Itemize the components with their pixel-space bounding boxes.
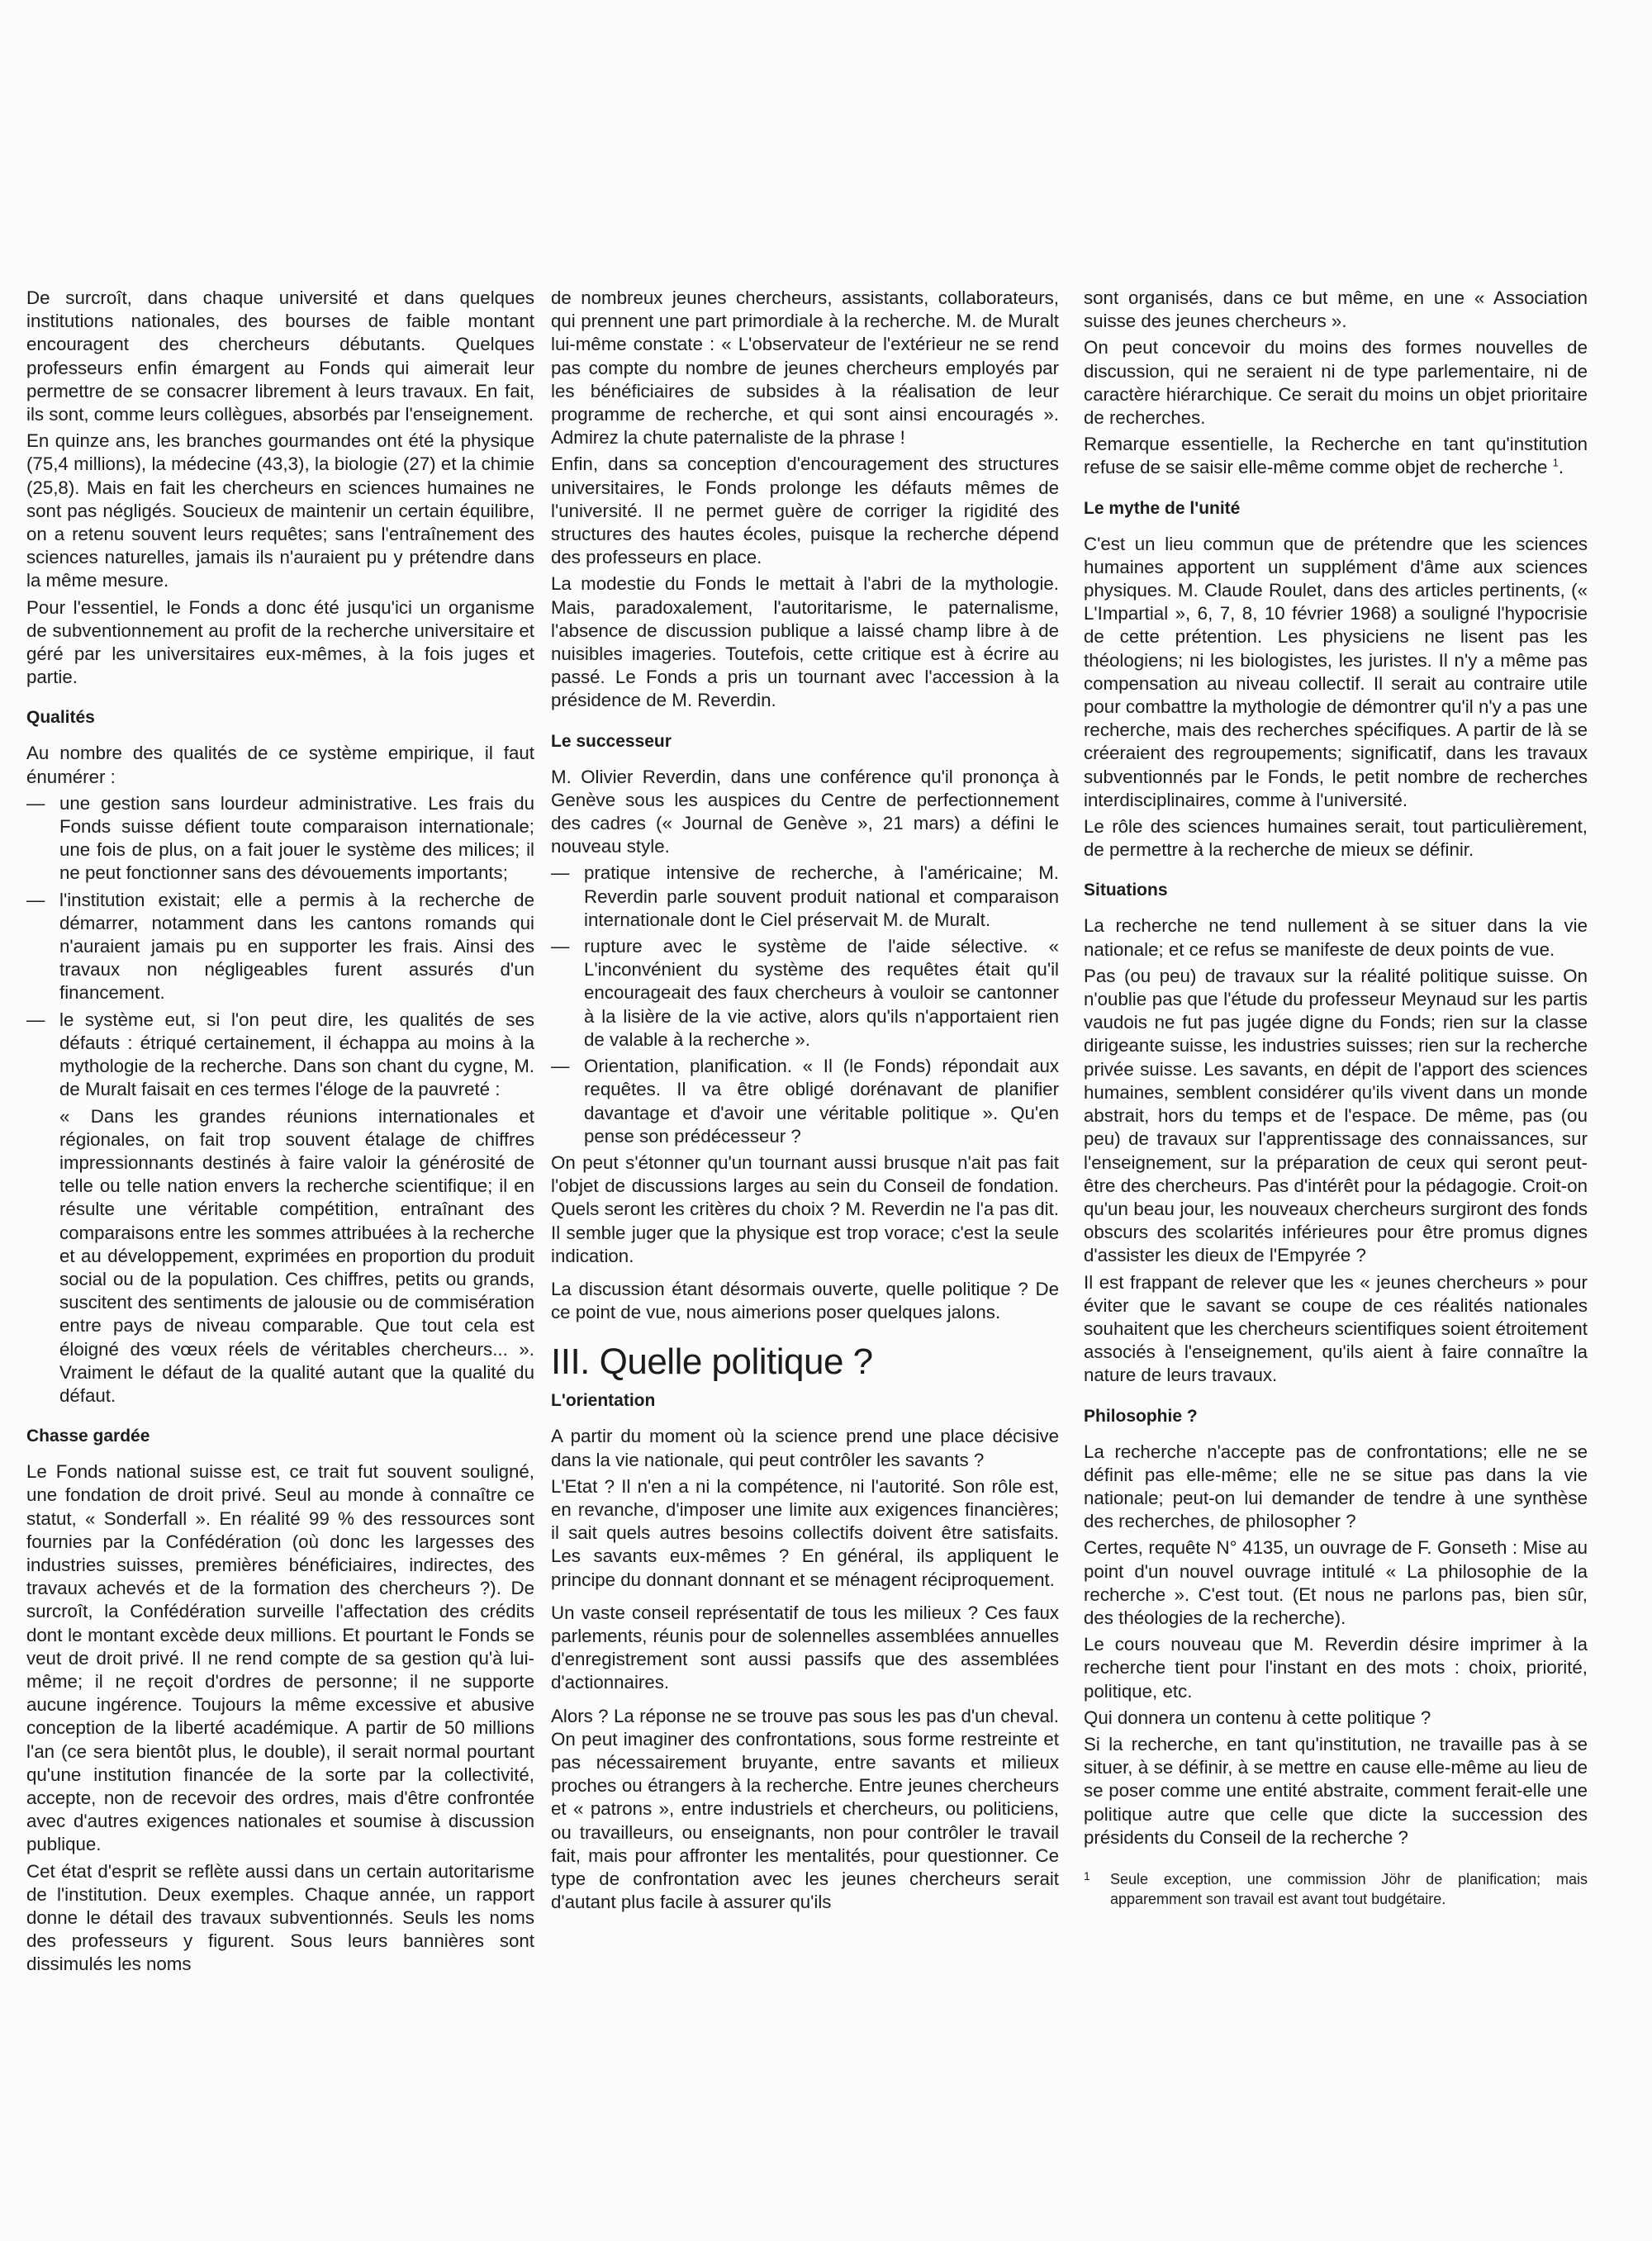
section-heading-situations: Situations [1084,881,1168,900]
paragraph: M. Olivier Reverdin, dans une conférence qu'il prononça à Genève sous les auspices du Centre de perfectionnement des cadres (« Journal de Genève », 21 mars) a défini le nouveau style. [551,766,1059,857]
paragraph: Le Fonds national suisse est, ce trait fut souvent souligné, une fondation de droit privé. Seul au monde à connaître ce statut, « Sonderfall ». En réalité 99 % des ressources sont fournies par la Confédération (où donc les largesses des industries suisses, premières bénéficiaires, indirectes, des travaux achevés et de la formation des chercheurs ?). De surcroît, la Confédération surveille l'affectation des crédits dont le montant excède deux millions. Et pourtant le Fonds se veut de droit privé. Il ne rend compte de sa gestion qu'à lui-même; il ne reçoit d'ordres de personne; il ne supporte aucune ingérence. Toujours la même excessive et abusive conception de la liberté académique. A partir de 50 millions l'an (ce sera bientôt plus, le double), il serait normal pourtant qu'une institution financée de la sorte par la collectivité, accepte, non de recevoir des ordres, mais d'être confrontée avec d'autres exigences nationales et soumise à discussion publique. [26,1461,534,1855]
paragraph: Qui donnera un contenu à cette politique ? [1084,1707,1431,1728]
paragraph-text: Remarque essentielle, la Recherche en tant qu'institution refuse de se saisir elle-même comme objet de recherche [1084,434,1588,478]
section-heading-successeur: Le successeur [551,731,672,751]
paragraph: On peut concevoir du moins des formes nouvelles de discussion, qui ne seraient ni de type parlementaire, ni de caractère hiérarchique. Ce serait du moins un objet prioritaire de recherches. [1084,337,1588,429]
paragraph: L'Etat ? Il n'en a ni la compétence, ni l'autorité. Son rôle est, en revanche, d'imposer une limite aux exigences financières; il sait quels autres besoins collectifs doivent être satisfaits. Les savants eux-mêmes ? En général, ils appliquent le principe du donnant donnant et se ménagent réciproquement. [551,1475,1059,1590]
list-item: — une gestion sans lourdeur administrative. Les frais du Fonds suisse défient toute comparaison internationale; une fois de plus, on a fait jouer le système des milices; il ne peut fonctionner sans des dévouements importants; [26,792,534,885]
section-heading-mythe: Le mythe de l'unité [1084,498,1241,518]
list-item: — rupture avec le système de l'aide sélective. « L'inconvénient du système des requêtes était qu'il encourageait des faux chercheurs à vouloir se cantonner à la lisière de la vie active, alors qu'ils n'apportaient rien de valable à la recherche ». [551,935,1059,1052]
paragraph: La discussion étant désormais ouverte, quelle politique ? De ce point de vue, nous aimerions poser quelques jalons. [551,1278,1059,1323]
paragraph: Pour l'essentiel, le Fonds a donc été jusqu'ici un organisme de subventionnement au profit de la recherche universitaire et géré par les universitaires eux-mêmes, à la fois juges et partie. [26,596,534,688]
footnote-text: Seule exception, une commission Jöhr de planification; mais apparemment son travail est avant tout budgétaire. [1110,1870,1588,1907]
column-3 [1084,287,1588,1909]
footnote-mark: 1 [1084,1868,1090,1883]
paragraph: Certes, requête N° 4135, un ouvrage de F. Gonseth : Mise au point d'un nouvel ouvrage intitulé « La philosophie de la recherche ». C'est tout. (Et nous ne parlons pas, bien sûr, des théologies de la recherche). [1084,1537,1588,1628]
paragraph: La modestie du Fonds le mettait à l'abri de la mythologie. Mais, paradoxalement, l'autoritarisme, le paternalisme, l'absence de discussion publique a laissé champ libre à de nuisibles imageries. Toutefois, cette critique est à écrire au passé. Le Fonds a pris un tournant avec l'accession à la présidence de M. Reverdin. [551,573,1059,711]
list-item: — l'institution existait; elle a permis à la recherche de démarrer, notamment dans les cantons romands qui n'auraient jamais pu en supporter les frais. Ainsi des travaux non négligeables furent assurés d'un financement. [26,889,534,1005]
paragraph: Le rôle des sciences humaines serait, tout particulièrement, de permettre à la recherche de mieux se définir. [1084,816,1588,861]
footnote-ref: 1 [1552,457,1559,469]
paragraph: Enfin, dans sa conception d'encouragement des structures universitaires, le Fonds prolonge les défauts mêmes de l'université. Il ne permet guère de corriger la rigidité des structures des hautes écoles, puisque la recherche dépend des professeurs en place. [551,453,1059,568]
paragraph: On peut s'étonner qu'un tournant aussi brusque n'ait pas fait l'objet de discussions larges au sein du Conseil de fondation. Quels seront les critères du choix ? M. Reverdin ne l'a pas dit. Il semble juger que la physique est trop vorace; c'est la seule indication. [551,1151,1059,1266]
paragraph: La recherche n'accepte pas de confrontations; elle ne se définit pas elle-même; elle ne se situe pas dans la vie nationale; peut-on lui demander de tendre à une synthèse des recherches, de philosopher ? [1084,1441,1588,1532]
paragraph: En quinze ans, les branches gourmandes ont été la physique (75,4 millions), la médecine (43,3), la biologie (27) et la chimie (25,8). Mais en fait les chercheurs en sciences humaines ne sont pas négligés. Soucieux de maintenir un certain équilibre, on a retenu souvent leurs requêtes; sans l'entraînement des sciences naturelles, jamais ils n'auraient pu y prétendre dans la même mesure. [26,430,534,591]
paragraph-end: . [1558,457,1564,478]
paragraph: Alors ? La réponse ne se trouve pas sous les pas d'un cheval. On peut imaginer des confrontations, sous forme restreinte et pas nécessairement bruyante, entre savants et milieux proches ou étrangers à la recherche. Entre jeunes chercheurs et « patrons », entre industriels et chercheurs, ou politiciens, ou travailleurs, ou enseignants, non pour contrôler le travail fait, mais pour affronter les mentalités, pour questionner. Ce type de confrontation avec les jeunes chercheurs serait d'autant plus facile à assurer qu'ils [551,1705,1059,1913]
paragraph: Cet état d'esprit se reflète aussi dans un certain autoritarisme de l'institution. Deux exemples. Chaque année, un rapport donne le détail des travaux subventionnés. Seuls les noms des professeurs y figurent. Sous leurs bannières sont dissimulés les noms [26,1860,534,1975]
list-item: — pratique intensive de recherche, à l'américaine; M. Reverdin parle souvent produit national et comparaison internationale dont le Ciel préservait M. de Muralt. [551,862,1059,932]
paragraph: Le cours nouveau que M. Reverdin désire imprimer à la recherche tient pour l'instant en des mots : choix, priorité, politique, etc. [1084,1634,1588,1702]
paragraph: De surcroît, dans chaque université et dans quelques institutions nationales, des bourses de faible montant encouragent des chercheurs débutants. Quelques professeurs enfin émargent au Fonds qui aimerait leur permettre de se consacrer librement à leurs travaux. En fait, ils sont, comme leurs collègues, absorbés par l'enseignement. [26,287,534,425]
paragraph: A partir du moment où la science prend une place décisive dans la vie nationale, qui peut contrôler les savants ? [551,1426,1059,1470]
paragraph: sont organisés, dans ce but même, en une « Association suisse des jeunes chercheurs ». [1084,287,1588,332]
paragraph: Pas (ou peu) de travaux sur la réalité politique suisse. On n'oublie pas que l'étude du professeur Meynaud sur les partis vaudois ne fut pas jugée digne du Fonds; rien sur la classe dirigeante suisse, les industries suisses; rien sur la recherche privée suisse. Les savants, en dépit de l'apport des sciences humaines, semblent considérer qu'ils vivent dans un monde abstrait, hors du temps et de l'espace. De même, pas (ou peu) de travaux sur l'apprentissage des connaissances, sur l'enseignement, sur la préparation de ceux qui seront peut-être des chercheurs. Pas d'intérêt pour la pédagogie. Croit-on qu'un beau jour, les nouveaux chercheurs surgiront des fonds obscurs des scolarités inférieures pour être promus dignes d'assister les dieux de l'Empyrée ? [1084,965,1588,1266]
paragraph: Si la recherche, en tant qu'institution, ne travaille pas à se situer, à se définir, à se mettre en cause elle-même au lieu de se poser comme une entité abstraite, comment ferait-elle une politique autre que celle que dicte la succession des présidents du Conseil de la recherche ? [1084,1733,1588,1848]
list-item: — Orientation, planification. « Il (le Fonds) répondait aux requêtes. Il va être obligé dorénavant de planifier davantage et d'avoir une véritable politique ». Qu'en pense son prédécesseur ? [551,1055,1059,1148]
paragraph: Il est frappant de relever que les « jeunes chercheurs » pour éviter que le savant se coupe de ces réalités nationales souhaitent que les chercheurs scientifiques soient étroitement associés à l'enseignement, qu'ils aient à faire connaître la nature de leurs travaux. [1084,1271,1588,1386]
section-heading-qualites: Qualités [26,708,95,728]
section-heading-orientation: L'orientation [551,1391,656,1411]
footnote [1084,1869,1588,1909]
paragraph: C'est un lieu commun que de prétendre que les sciences humaines apportent un supplément d'âme aux sciences physiques. M. Claude Roulet, dans des articles pertinents, (« L'Impartial », 6, 7, 8, 10 février 1968) a souligné l'hypocrisie de cette prétention. Les physiciens ne lisent pas les théologiens; ni les biologistes, les juristes. Il n'y a même pas compensation au niveau collectif. Il serait au contraire utile pour combattre la mythologie de démontrer qu'il n'y a pas une recherche, mais des recherches spécifiques. A partir de là se créeraient des regroupements; significatif, dans les travaux subventionnés par le Fonds, le petit nombre de recherches interdisciplinaires, comme à l'université. [1084,533,1588,810]
paragraph [1084,433,1588,479]
paragraph: Un vaste conseil représentatif de tous les milieux ? Ces faux parlements, réunis pour de solennelles assemblées annuelles d'enregistrement sont aussi passifs que des assemblées d'actionnaires. [551,1602,1059,1693]
list-item: — le système eut, si l'on peut dire, les qualités de ses défauts : étriqué certainement, il échappa au moins à la mythologie de la recherche. Dans son chant du cygne, M. de Muralt faisait en ces termes l'éloge de la pauvreté : [26,1009,534,1102]
chapter-heading: III. Quelle politique ? [551,1341,873,1383]
section-heading-chasse-gardee: Chasse gardée [26,1427,150,1446]
paragraph: La recherche ne tend nullement à se situer dans la vie nationale; et ce refus se manifeste de deux points de vue. [1084,915,1588,960]
paragraph: Au nombre des qualités de ce système empirique, il faut énumérer : [26,743,534,787]
section-heading-philosophie: Philosophie ? [1084,1406,1198,1426]
paragraph: de nombreux jeunes chercheurs, assistants, collaborateurs, qui prennent une part primordiale à la recherche. M. de Muralt lui-même constate : « L'observateur de l'extérieur ne se rend pas compte du nombre de jeunes chercheurs employés par les bénéficiaires de subsides à la réalisation de leur programme de recherche, et qui sont ainsi encouragés ». Admirez la chute paternaliste de la phrase ! [551,287,1059,449]
block-quote: « Dans les grandes réunions internationales et régionales, on fait trop souvent étalage de chiffres impressionnants destinés à faire valoir la générosité de telle ou telle nation envers la recherche scientifique; il en résulte une véritable compétition, entraînant des comparaisons entre les sommes attribuées à la recherche et au développement, exprimées en proportion du produit social ou de la population. Ces chiffres, petits ou grands, suscitent des sentiments de jalousie ou de commisération entre pays de niveau comparable. Que tout cela est éloigné des vœux réels de véritables chercheurs... ». Vraiment le défaut de la qualité autant que la qualité du défaut. [59,1105,534,1406]
column-2 [551,287,1059,1924]
column-1 [26,287,534,1987]
